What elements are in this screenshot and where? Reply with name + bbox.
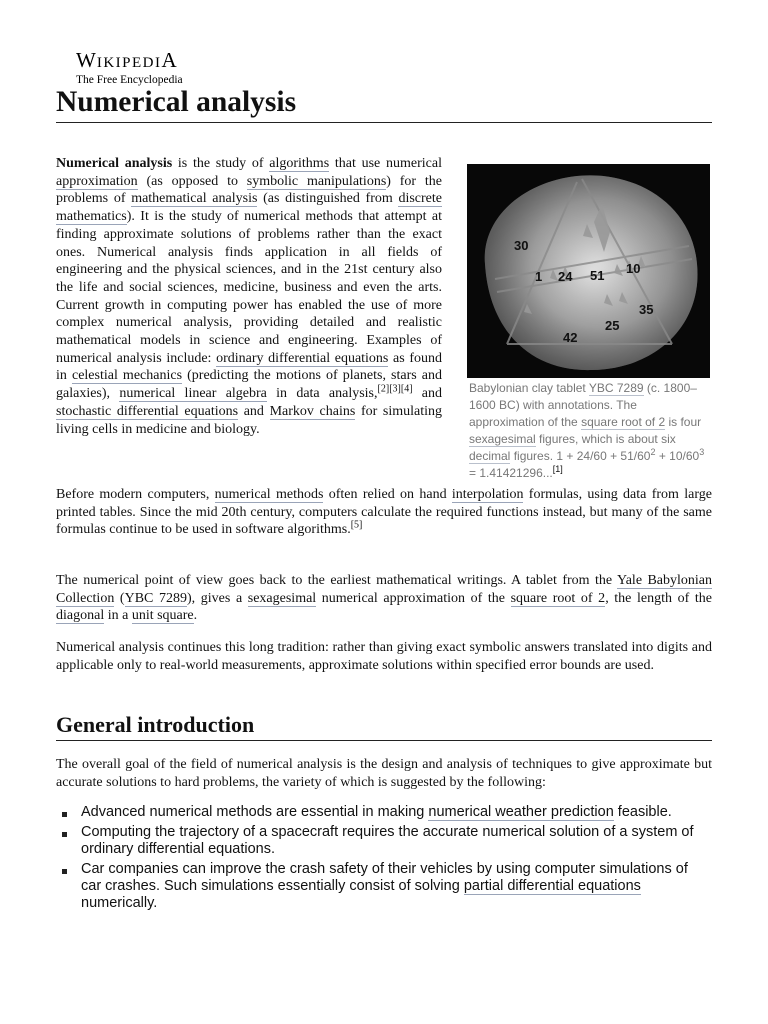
tablet-number: 25 <box>605 318 620 333</box>
page-title: Numerical analysis <box>56 82 712 123</box>
link-decimal[interactable]: decimal <box>469 449 511 463</box>
tablet-number: 51 <box>590 268 605 283</box>
link-partial-differential-equations[interactable]: partial differential equations <box>463 878 641 894</box>
link-markov-chains[interactable]: Markov chains <box>269 403 356 419</box>
link-discrete-mathematics[interactable]: discrete mathematics <box>56 191 442 225</box>
tablet-number: 10 <box>626 261 641 276</box>
link-symbolic-manipulations[interactable]: symbolic manipulations <box>246 173 387 189</box>
link-algorithms[interactable]: algorithms <box>269 156 330 171</box>
link-numerical-methods[interactable]: numerical methods <box>214 487 324 502</box>
list-item: Computing the trajectory of a spacecraft requires the accurate numerical solution of a system of ordinary differential equations. <box>56 824 712 858</box>
link-yale-babylonian-collection[interactable]: Yale Babylonian Collection <box>56 573 712 606</box>
list-item: Car companies can improve the crash safety of their vehicles by using computer simulations of car crashes. Such simulations essentially consist of solving partial differential equations numerically. <box>56 861 712 912</box>
link-diagonal[interactable]: diagonal <box>56 608 105 624</box>
link-stochastic-differential-equations[interactable]: stochastic differential equations <box>56 403 239 419</box>
reference-link[interactable]: [2] <box>377 383 390 395</box>
link-sexagesimal[interactable]: sexagesimal <box>247 590 317 606</box>
clay-tablet-illustration <box>467 164 710 378</box>
history-paragraph: Before modern computers, numerical methods often relied on hand interpolation formulas, using data from large printed tables. Since the mid 20th century, computers calculate the required functions instead, but many of the same formulas continue to be used in software algorithms.[5] <box>56 487 712 538</box>
link-sexagesimal[interactable]: sexagesimal <box>469 432 536 446</box>
link-mathematical-analysis[interactable]: mathematical analysis <box>131 191 258 207</box>
examples-list <box>56 804 712 915</box>
thumbnail-figure <box>467 164 710 482</box>
link-ordinary-differential-equations[interactable]: ordinary differential equations <box>216 350 389 366</box>
logo-wordmark: WIKIPEDIA <box>76 48 178 72</box>
link-numerical-weather-prediction[interactable]: numerical weather prediction <box>428 804 614 820</box>
section-heading: General introduction <box>56 710 712 741</box>
tablet-image[interactable] <box>467 164 710 378</box>
reference-link[interactable]: [4] <box>400 383 413 395</box>
link-approximation[interactable]: approximation <box>56 173 138 189</box>
tablet-paragraph: The numerical point of view goes back to the earliest mathematical writings. A tablet from the Yale Babylonian Collection (YBC 7289), gives a sexagesimal numerical approximation of the square root of 2, the length of the diagonal in a unit square. <box>56 573 712 624</box>
reference-link[interactable]: [1] <box>552 464 563 474</box>
tradition-paragraph: Numerical analysis continues this long tradition: rather than giving exact symbolic answers translated into digits and applicable only to real-world measurements, approximate solutions within specified error bounds are used. <box>56 640 712 673</box>
list-item: Advanced numerical methods are essential in making numerical weather prediction feasible. <box>56 804 712 821</box>
reference-link[interactable]: [3] <box>389 383 401 395</box>
link-ybc-7289[interactable]: YBC 7289 <box>588 381 644 395</box>
article-subject: Numerical analysis <box>56 156 173 171</box>
overview-paragraph: The overall goal of the field of numerical analysis is the design and analysis of techniques to give approximate but accurate solutions to hard problems, the variety of which is suggested by the following: <box>56 757 712 790</box>
figure-caption: Babylonian clay tablet YBC 7289 (c. 1800–1600 BC) with annotations. The approximation of the square root of 2 is four sexagesimal figures, which is about six decimal figures. $1 + 24/60 + 51/60^2 + 10/60^3 = 1.41421296...[1]$ <box>469 381 705 480</box>
link-unit-square[interactable]: unit square <box>131 608 194 624</box>
logo-tagline: The Free Encyclopedia <box>76 74 183 86</box>
tablet-number: 24 <box>558 269 573 284</box>
reference-link[interactable]: [5] <box>350 519 363 531</box>
link-square-root-of-2[interactable]: square root of 2 <box>581 415 666 429</box>
tablet-number: 30 <box>514 238 529 253</box>
tablet-number: 42 <box>563 330 578 345</box>
link-square-root-of-2[interactable]: square root of 2 <box>510 590 606 606</box>
intro-paragraph: Numerical analysis is the study of algorithms that use numerical approximation (as opposed to symbolic manipulations) for the problems of mathematical analysis (as distinguished from discrete mathematics). It is the study of numerical methods that attempt at finding approximate solutions of problems rather than the exact ones. Numerical analysis finds application in all fields of engineering and the physical sciences, and in the 21st century also the life and social sciences, medicine, business and even the arts. Current growth in computing power has enabled the use of more complex numerical analysis, providing detailed and realistic mathematical models in science and engineering. Examples of numerical analysis include: ordinary differential equations as found in celestial mechanics (predicting the motions of planets, stars and galaxies), numerical linear algebra in data analysis,[2][3][4] and stochastic differential equations and Markov chains for simulating living cells in medicine and biology. <box>56 156 443 437</box>
link-celestial-mechanics[interactable]: celestial mechanics <box>71 368 183 384</box>
tablet-number: 35 <box>639 302 654 317</box>
tablet-number: 1 <box>535 269 543 284</box>
link-interpolation[interactable]: interpolation <box>451 487 524 502</box>
link-ybc-7289[interactable]: YBC 7289 <box>124 590 188 606</box>
link-numerical-linear-algebra[interactable]: numerical linear algebra <box>119 386 267 402</box>
